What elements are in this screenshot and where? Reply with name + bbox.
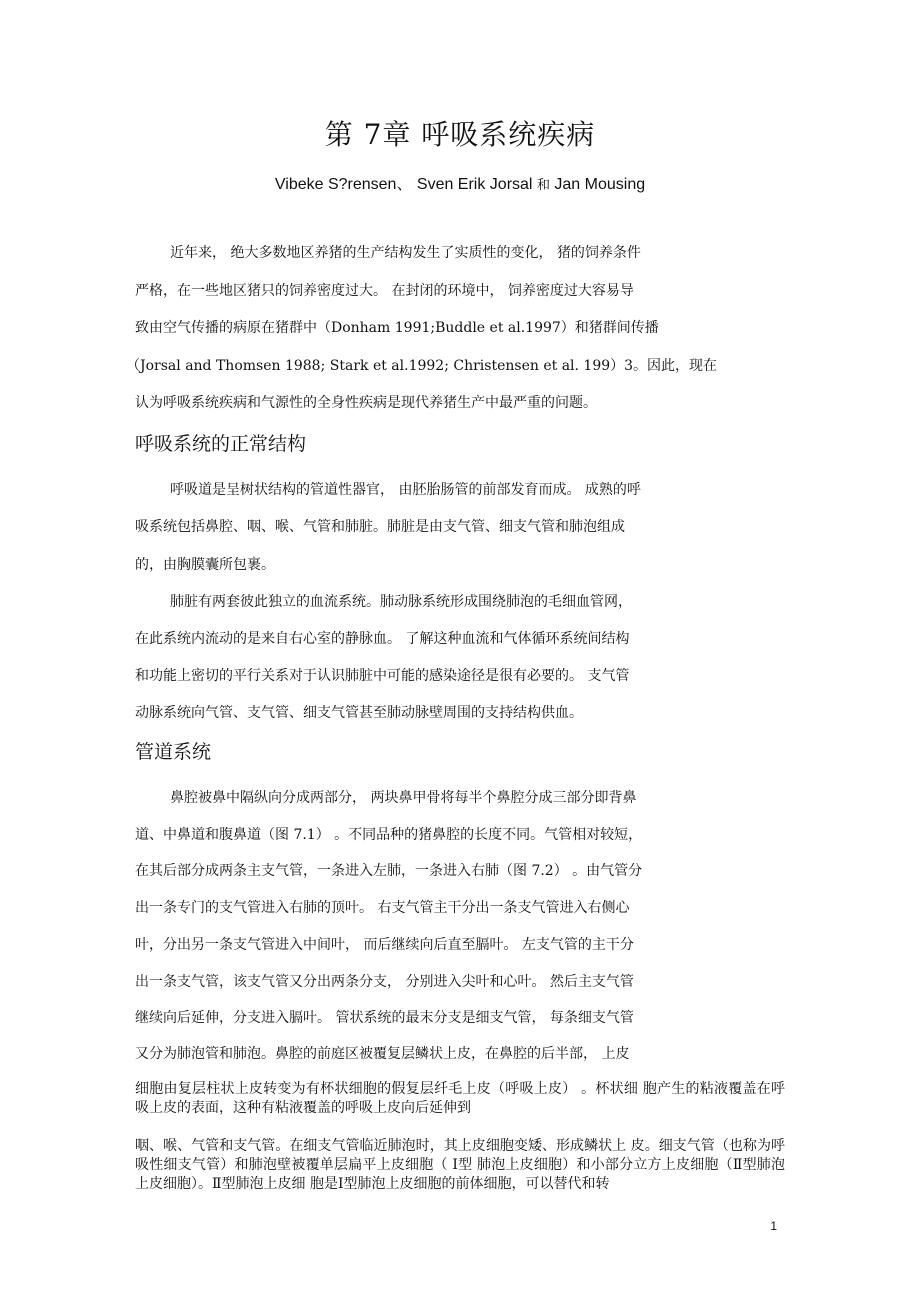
section2-line-7: 继续向后延伸，分支进入膈叶。 管状系统的最末分支是细支气管， 每条细支气管 [135,1010,634,1026]
intro-line-5: 认为呼吸系统疾病和气源性的全身性疾病是现代养猪生产中最严重的问题。 [135,395,597,411]
section-heading-structure: 呼吸系统的正常结构 [135,433,307,455]
authors-part-1: Vibeke S?rensen、 Sven Erik Jorsal [274,176,537,193]
section2-line-5: 叶，分出另一条支气管进入中间叶， 而后继续向后直至膈叶。 左支气管的主干分 [135,937,634,953]
section1-line-7: 动脉系统向气管、支气管、细支气管甚至肺动脉壁周围的支持结构供血。 [135,705,583,721]
intro-line-1: 近年来， 绝大多数地区养猪的生产结构发生了实质性的变化， 猪的饲养条件 [170,245,641,261]
intro-line-3: 致由空气传播的病原在猪群中（Donham 1991;Buddle et al.1997）和猪群间传播 [135,320,659,336]
section2-paragraph-b: 咽、喉、气管和支气管。在细支气管临近肺泡时，其上皮细胞变矮、形成鳞状上 皮。细支气管（也称为呼吸性细支气管）和肺泡壁被覆单层扁平上皮细胞（ Ⅰ型 肺泡上皮细胞）和小部分立方上皮细胞（Ⅱ型肺泡上皮细胞）。Ⅱ型肺泡上皮细 胞是Ⅰ型肺泡上皮细胞的前体细胞，可以替代和转 [135,1138,785,1192]
section1-line-2: 吸系统包括鼻腔、咽、喉、气管和肺脏。肺脏是由支气管、细支气管和肺泡组成 [135,519,625,535]
section2-line-2: 道、中鼻道和腹鼻道（图 7.1） 。不同品种的猪鼻腔的长度不同。气管相对较短， [135,827,643,843]
section2-line-1: 鼻腔被鼻中隔纵向分成两部分， 两块鼻甲骨将每半个鼻腔分成三部分即背鼻 [170,790,637,806]
section2-paragraph-a: 细胞由复层柱状上皮转变为有杯状细胞的假复层纤毛上皮（呼吸上皮） 。杯状细 胞产生的粘液覆盖在呼吸上皮的表面，这种有粘液覆盖的呼吸上皮向后延伸到 [135,1081,785,1116]
section2-line-8: 又分为肺泡管和肺泡。鼻腔的前庭区被覆复层鳞状上皮，在鼻腔的后半部， 上皮 [135,1046,630,1062]
section2-line-4: 出一条专门的支气管进入右肺的顶叶。 右支气管主干分出一条支气管进入右侧心 [135,900,630,916]
chapter-title: 第 7章 呼吸系统疾病 [324,118,596,151]
section1-line-4: 肺脏有两套彼此独立的血流系统。肺动脉系统形成围绕肺泡的毛细血管网， [170,594,632,610]
section1-line-1: 呼吸道是呈树状结构的管道性器官， 由胚胎肠管的前部发育而成。 成熟的呼 [170,482,641,498]
section1-line-5: 在此系统内流动的是来自右心室的静脉血。 了解这种血流和气体循环系统间结构 [135,631,630,647]
author-line [0,171,920,194]
authors-conjunction: 和 [536,178,550,193]
authors-part-2: Jan Mousing [549,176,646,193]
section1-line-3: 的，由胸膜囊所包裹。 [135,557,275,573]
section2-line-6: 出一条支气管，该支气管又分出两条分支， 分别进入尖叶和心叶。 然后主支气管 [135,974,634,990]
section-heading-duct-system: 管道系统 [135,741,212,763]
intro-line-4: （Jorsal and Thomsen 1988; Stark et al.1992; Christensen et al. 199）3。因此，现在 [126,358,718,374]
intro-line-2: 严格，在一些地区猪只的饲养密度过大。 在封闭的环境中， 饲养密度过大容易导 [135,283,634,299]
section2-line-3: 在其后部分成两条主支气管，一条进入左肺，一条进入右肺（图 7.2） 。由气管分 [135,863,643,879]
page-number: 1 [770,1219,777,1233]
section1-line-6: 和功能上密切的平行关系对于认识肺脏中可能的感染途径是很有必要的。 支气管 [135,668,630,684]
